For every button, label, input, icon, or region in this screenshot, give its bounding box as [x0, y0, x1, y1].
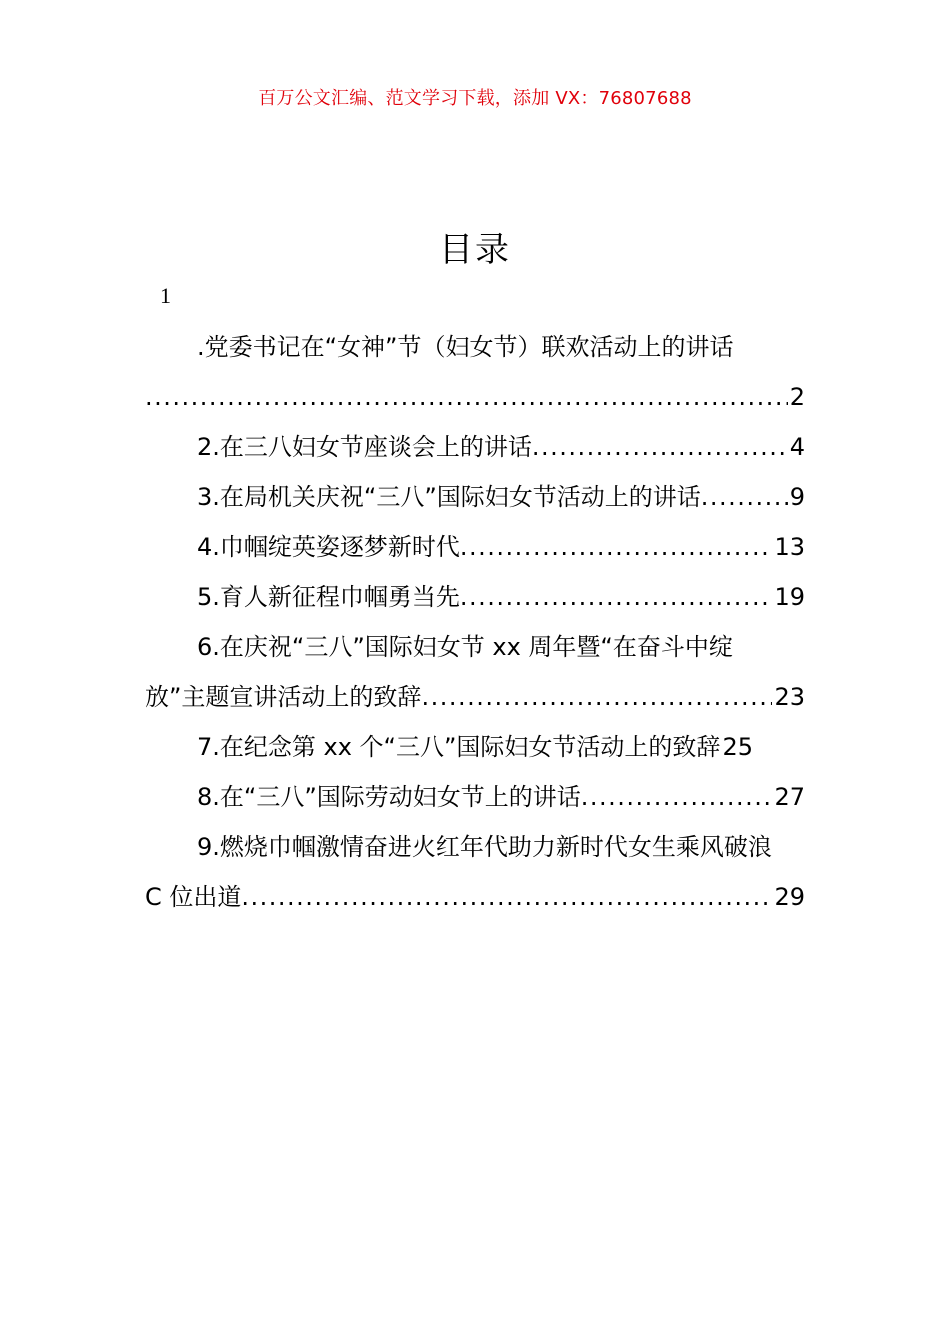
- toc-entry-title: 2.在三八妇女节座谈会上的讲话: [197, 433, 532, 461]
- toc-entry-page: 9: [789, 483, 805, 511]
- toc-entry-title: .党委书记在“女神”节（妇女节）联欢活动上的讲话: [197, 333, 734, 361]
- toc-entry-6[interactable]: [145, 622, 805, 722]
- toc-leader-dots: [460, 572, 773, 622]
- toc-entry-page: 13: [774, 533, 805, 561]
- toc-entry-3[interactable]: [145, 472, 805, 522]
- toc-entry-5[interactable]: [145, 572, 805, 622]
- toc-entry-title: 8.在“三八”国际劳动妇女节上的讲话: [197, 783, 581, 811]
- toc-leader-dots: [241, 872, 772, 922]
- toc-entry-1[interactable]: [145, 322, 805, 422]
- toc-entry-title: 4.巾帼绽英姿逐梦新时代: [197, 533, 460, 561]
- toc-entry-page: 29: [774, 883, 805, 911]
- toc-leader-dots: [701, 472, 788, 522]
- stray-number: 1: [160, 283, 171, 308]
- toc-leader-dots: [460, 522, 773, 572]
- toc-entry-page: 4: [789, 433, 805, 461]
- toc-entry-page: 25: [722, 733, 753, 761]
- toc-entry-page: 23: [774, 683, 805, 711]
- toc-entry-title: 6.在庆祝“三八”国际妇女节 xx 周年暨“在奋斗中绽: [197, 633, 733, 661]
- table-of-contents: [145, 322, 805, 922]
- toc-leader-dots: [421, 672, 772, 722]
- toc-entry-title-continued: 放”主题宣讲活动上的致辞: [145, 683, 422, 711]
- toc-entry-8[interactable]: [145, 772, 805, 822]
- toc-leader-dots: [145, 372, 788, 422]
- toc-entry-2[interactable]: [145, 422, 805, 472]
- toc-entry-9[interactable]: [145, 822, 805, 922]
- toc-entry-title: 7.在纪念第 xx 个“三八”国际妇女节活动上的致辞: [197, 733, 721, 761]
- toc-entry-page: 27: [774, 783, 805, 811]
- page-title: 目录: [439, 230, 511, 270]
- toc-entry-title: 5.育人新征程巾帼勇当先: [197, 583, 460, 611]
- toc-leader-dots: [532, 422, 788, 472]
- toc-entry-title: 9.燃烧巾帼激情奋进火红年代助力新时代女生乘风破浪: [197, 833, 772, 861]
- toc-leader-dots: [581, 772, 773, 822]
- toc-entry-title: 3.在局机关庆祝“三八”国际妇女节活动上的讲话: [197, 483, 701, 511]
- toc-entry-page: 19: [774, 583, 805, 611]
- header-note: 百万公文汇编、范文学习下载，添加 VX：76807688: [258, 88, 692, 109]
- toc-entry-title-continued: C 位出道: [145, 883, 242, 911]
- toc-entry-page: 2: [789, 383, 805, 411]
- toc-entry-4[interactable]: [145, 522, 805, 572]
- toc-entry-7[interactable]: [145, 722, 805, 772]
